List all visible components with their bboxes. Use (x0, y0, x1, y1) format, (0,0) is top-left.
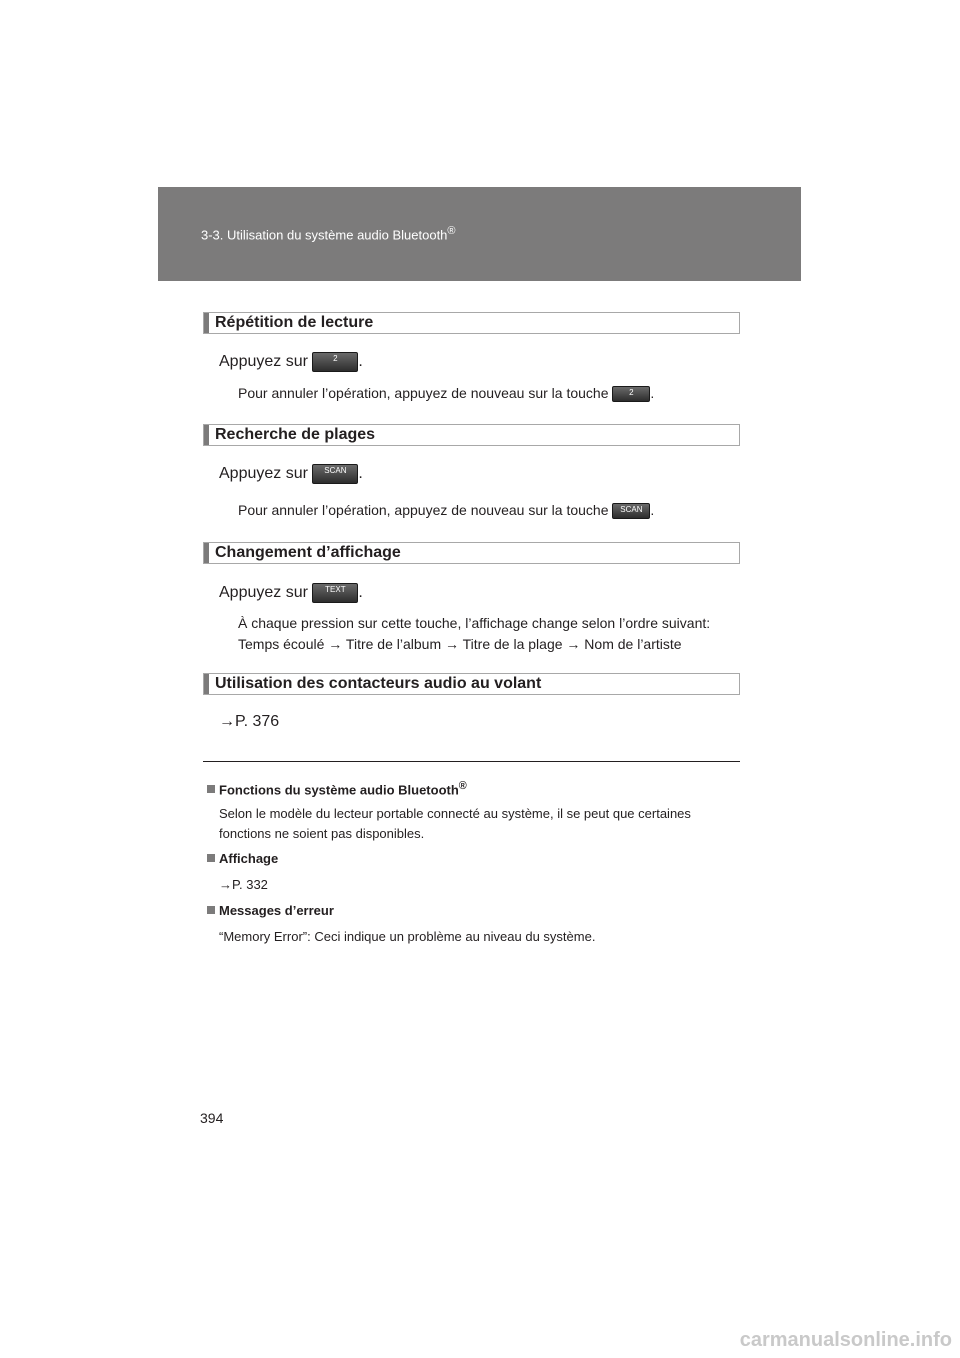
note-text-fonctions: Selon le modèle du lecteur portable connecté au système, il se peut que certaines fonctions ne soient pas disponibles. (219, 806, 691, 841)
scan-button-icon-small: SCAN (612, 503, 650, 519)
repeat-button-icon-small: 2 (612, 386, 650, 402)
section-heading-affichage: Changement d’affichage (203, 542, 740, 564)
note-title-affichage: Affichage (207, 851, 278, 866)
display-sequence: Temps écoulé → Titre de l’album → Titre de la plage → Nom de l’artiste (238, 636, 682, 652)
instruction-repetition: Appuyez sur 2 . (219, 353, 363, 371)
note-affichage-line1: À chaque pression sur cette touche, l’affichage change selon l’ordre suivant: (238, 615, 711, 631)
note-recherche: Pour annuler l’opération, appuyez de nouveau sur la touche SCAN . (238, 502, 655, 518)
chapter-title: 3-3. Utilisation du système audio Bluetooth® (201, 225, 456, 243)
scan-button-icon: SCAN (312, 464, 358, 484)
note-repetition: Pour annuler l’opération, appuyez de nouveau sur la touche 2 . (238, 385, 655, 401)
repeat-button-icon: 2 (312, 352, 358, 372)
instruction-recherche: Appuyez sur SCAN . (219, 465, 363, 483)
note-title-fonctions: Fonctions du système audio Bluetooth® (207, 780, 467, 797)
note-title-messages: Messages d’erreur (207, 903, 334, 918)
chapter-header (158, 187, 801, 281)
note-text-messages: “Memory Error”: Ceci indique un problème au niveau du système. (219, 929, 596, 944)
section-heading-repetition: Répétition de lecture (203, 312, 740, 334)
instruction-affichage: Appuyez sur TEXT . (219, 584, 363, 602)
section-heading-volant: Utilisation des contacteurs audio au volant (203, 673, 740, 695)
page-number: 394 (200, 1110, 224, 1126)
section-heading-recherche: Recherche de plages (203, 424, 740, 446)
page-reference-332: →P. 332 (219, 877, 268, 892)
text-button-icon: TEXT (312, 583, 358, 603)
page-reference-376: →P. 376 (219, 713, 280, 730)
divider (203, 761, 740, 762)
watermark: carmanualsonline.info (739, 1329, 952, 1351)
